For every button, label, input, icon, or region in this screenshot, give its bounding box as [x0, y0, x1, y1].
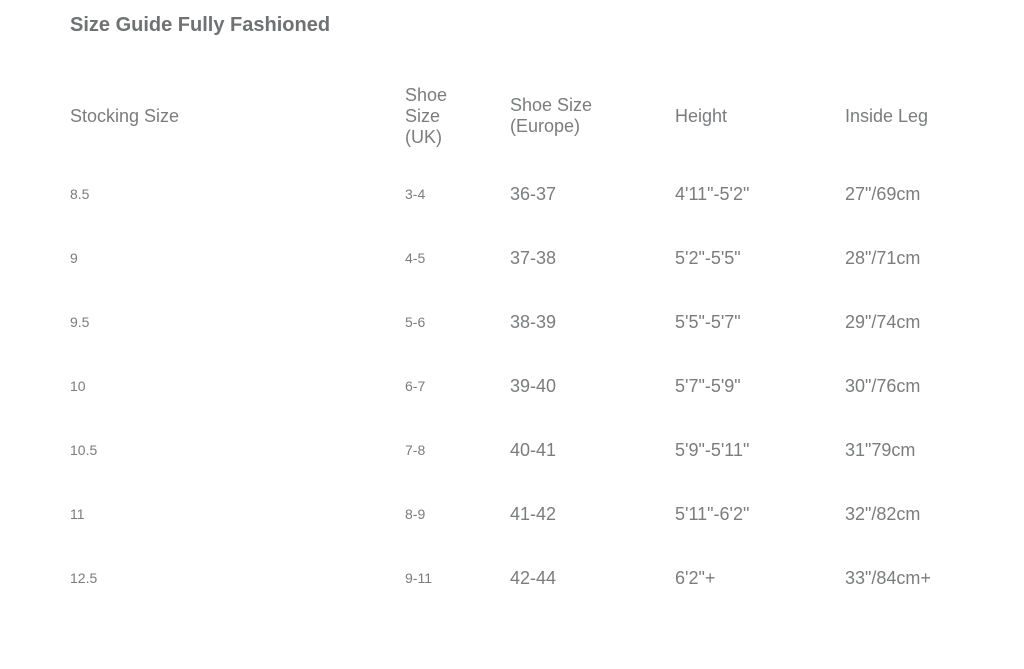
cell-height: 4'11"-5'2": [675, 183, 750, 204]
column-header-shoe-size-uk: [405, 70, 510, 162]
cell-shoe-size-europe: 37-38: [510, 247, 557, 268]
size-guide-table: [70, 70, 1010, 610]
cell-stocking-size: 9.5: [70, 314, 90, 330]
cell-inside-leg: 32"/82cm: [845, 503, 921, 524]
column-header-inside-leg: [845, 70, 1010, 162]
column-header-label: Shoe Size (UK): [405, 84, 448, 147]
cell-stocking-size: 8.5: [70, 186, 90, 202]
page-title: Size Guide Fully Fashioned: [70, 14, 331, 36]
cell-shoe-size-uk: 9-11: [405, 570, 432, 586]
table-row: [70, 418, 1010, 482]
cell-stocking-size: 12.5: [70, 570, 98, 586]
column-header-height: [675, 70, 845, 162]
cell-height: 5'2"-5'5": [675, 247, 741, 268]
cell-shoe-size-europe: 41-42: [510, 503, 557, 524]
column-header-label: Height: [675, 105, 728, 126]
table-header: [70, 70, 1010, 162]
column-header-label: Inside Leg: [845, 105, 929, 126]
cell-shoe-size-europe: 40-41: [510, 439, 557, 460]
cell-shoe-size-uk: 3-4: [405, 186, 426, 202]
cell-shoe-size-uk: 5-6: [405, 314, 426, 330]
column-header-label: Stocking Size: [70, 105, 180, 126]
header-row: [70, 70, 1010, 162]
cell-shoe-size-uk: 4-5: [405, 250, 426, 266]
column-header-shoe-size-europe: [510, 70, 675, 162]
cell-shoe-size-europe: 42-44: [510, 567, 557, 588]
cell-stocking-size: 10: [70, 378, 86, 394]
cell-shoe-size-uk: 8-9: [405, 506, 426, 522]
column-header-stocking-size: [70, 70, 405, 162]
cell-height: 5'5"-5'7": [675, 311, 741, 332]
cell-shoe-size-uk: 7-8: [405, 442, 426, 458]
cell-inside-leg: 28"/71cm: [845, 247, 921, 268]
cell-stocking-size: 9: [70, 250, 78, 266]
cell-shoe-size-europe: 36-37: [510, 183, 557, 204]
cell-inside-leg: 27"/69cm: [845, 183, 921, 204]
table-row: [70, 162, 1010, 226]
cell-stocking-size: 10.5: [70, 442, 98, 458]
cell-shoe-size-uk: 6-7: [405, 378, 426, 394]
table-row: [70, 354, 1010, 418]
cell-shoe-size-europe: 39-40: [510, 375, 557, 396]
table-row: [70, 546, 1010, 610]
cell-inside-leg: 31"79cm: [845, 439, 916, 460]
table-row: [70, 482, 1010, 546]
cell-height: 5'7"-5'9": [675, 375, 741, 396]
cell-inside-leg: 30"/76cm: [845, 375, 921, 396]
cell-height: 5'11"-6'2": [675, 503, 750, 524]
table-row: [70, 226, 1010, 290]
cell-height: 5'9"-5'11": [675, 439, 750, 460]
cell-height: 6'2"+: [675, 567, 716, 588]
cell-stocking-size: 11: [70, 506, 85, 522]
cell-inside-leg: 33"/84cm+: [845, 567, 931, 588]
cell-inside-leg: 29"/74cm: [845, 311, 921, 332]
column-header-label: Shoe Size (Europe): [510, 95, 593, 136]
table-body: [70, 162, 1010, 610]
cell-shoe-size-europe: 38-39: [510, 311, 557, 332]
table-row: [70, 290, 1010, 354]
